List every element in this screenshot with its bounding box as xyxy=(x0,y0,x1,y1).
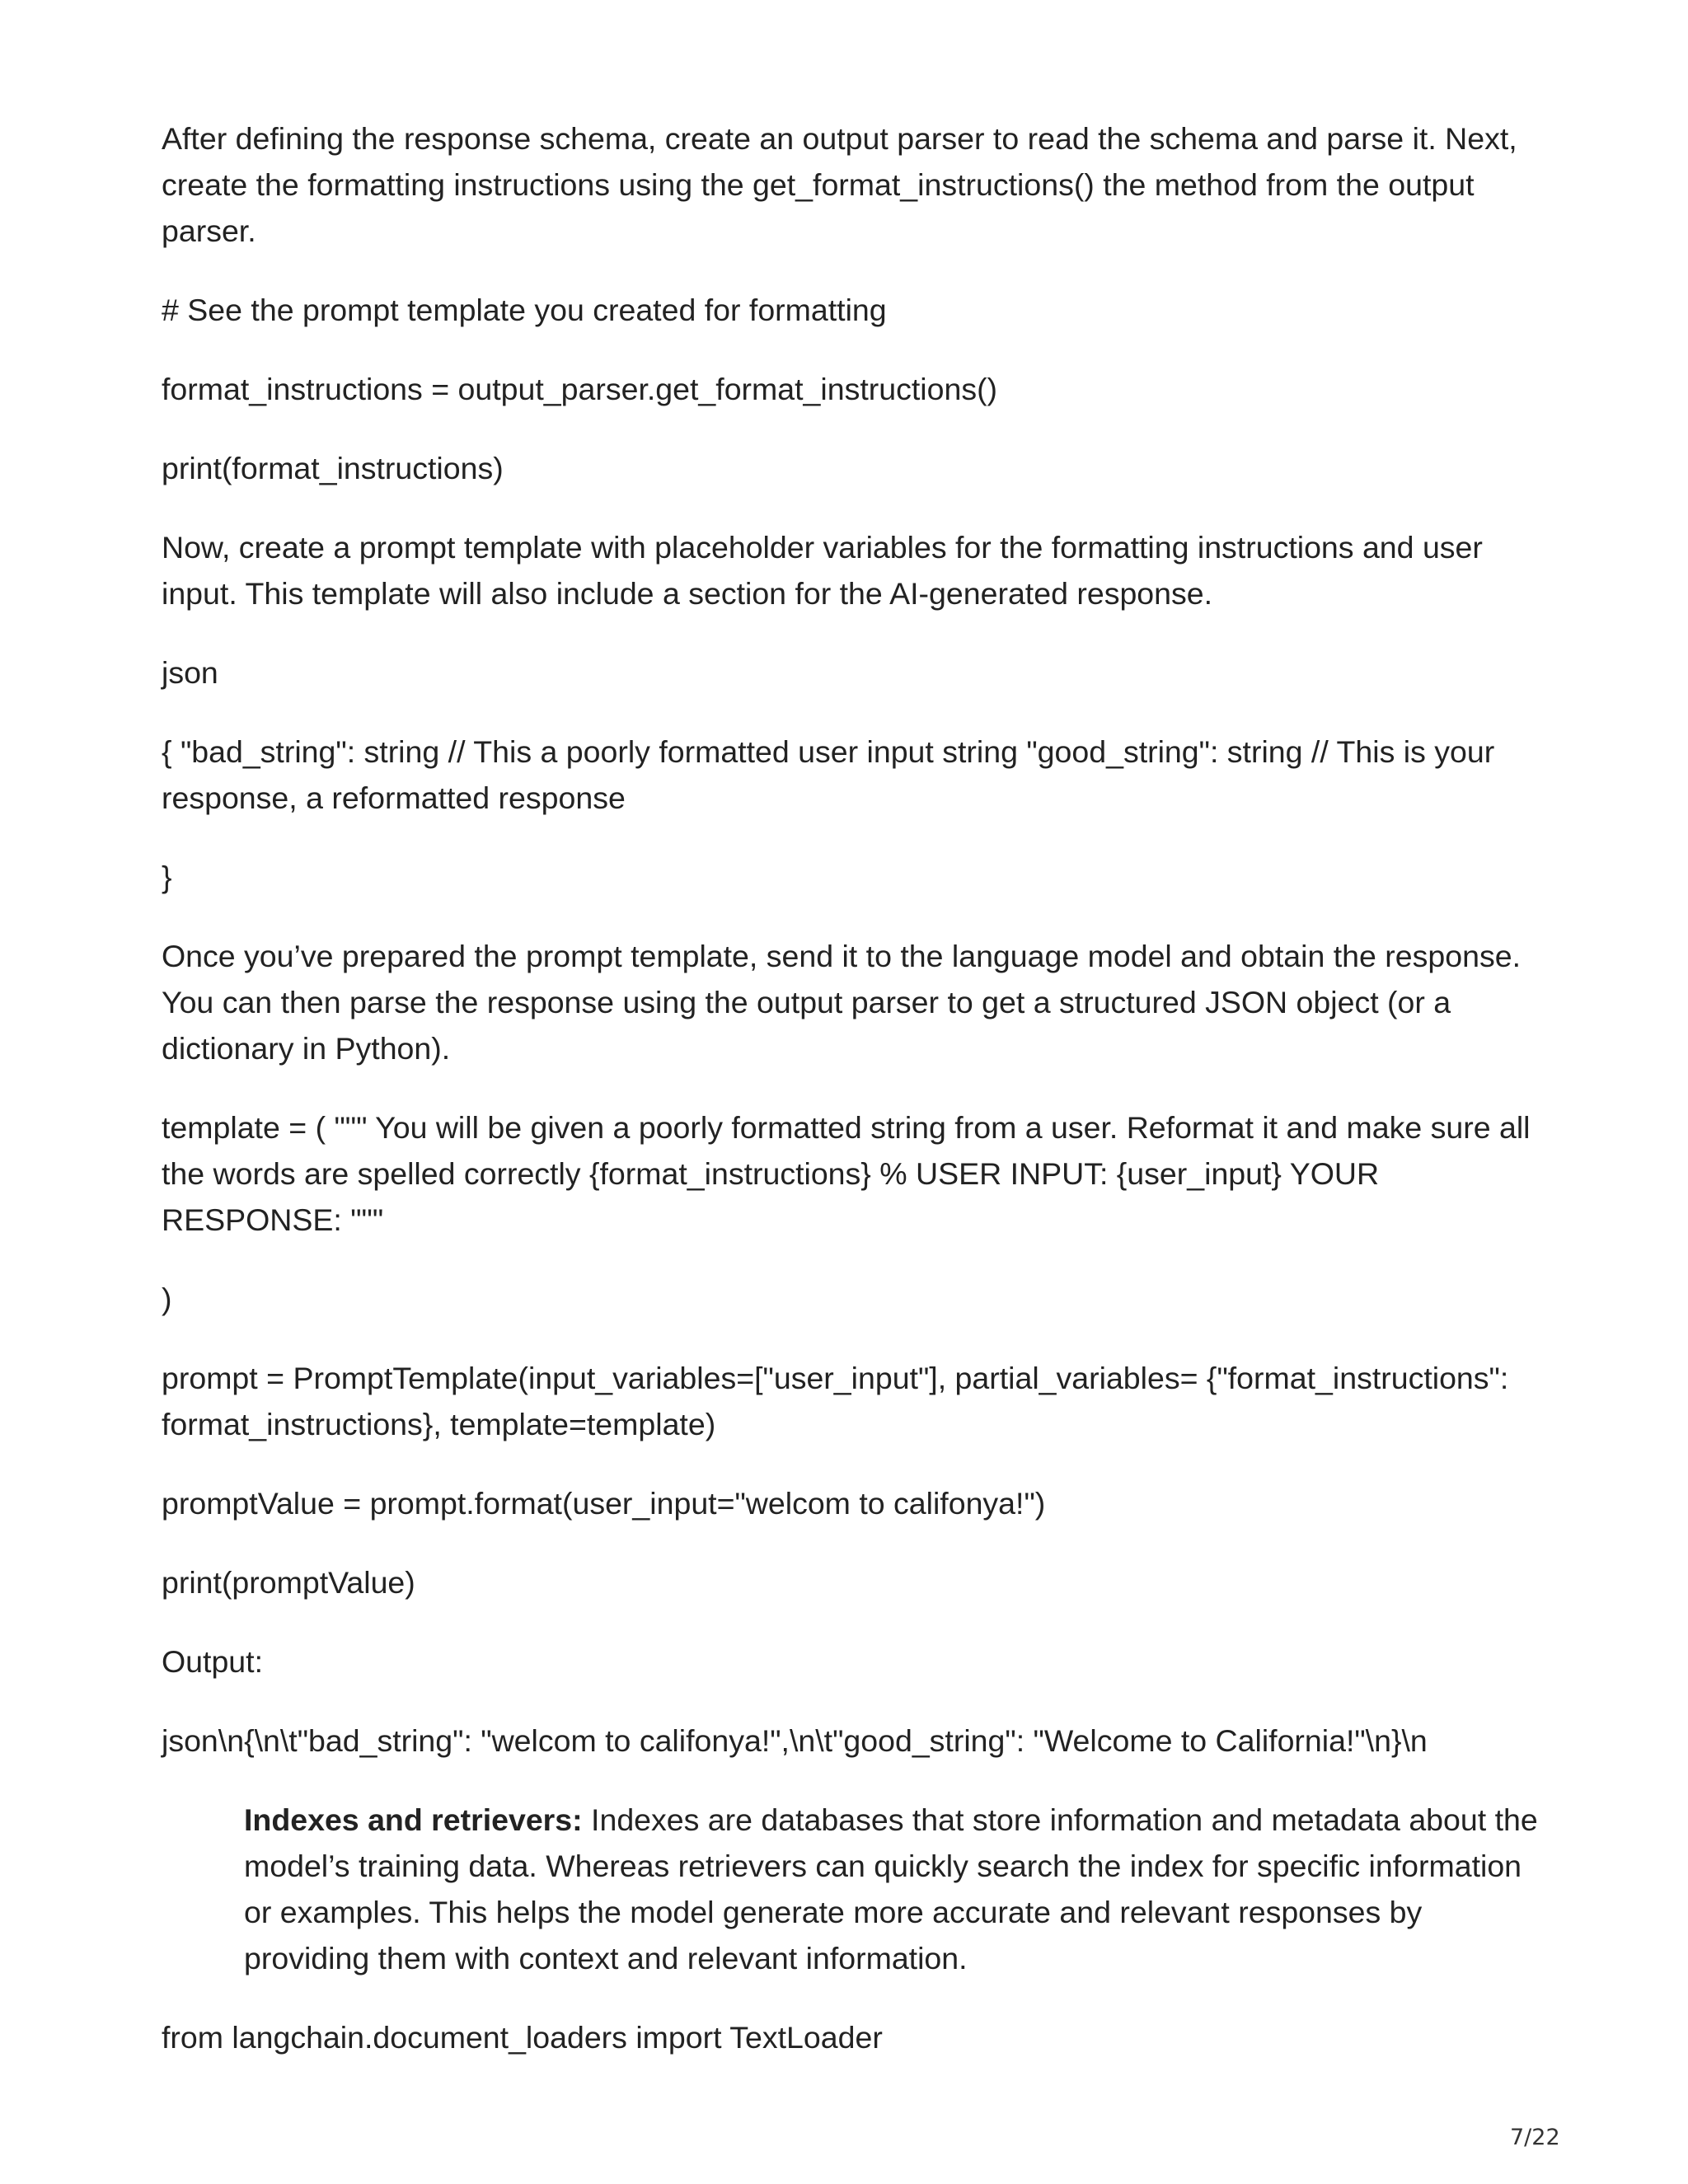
indexes-retrievers-description: Indexes are databases that store information and metadata about the model’s training data. Whereas retrievers can quickly search the index for specific information or examples. This helps the model generate more accurate and relevant responses by providing them with context and relevant information. xyxy=(244,1802,1538,1975)
paragraph-send-to-model: Once you’ve prepared the prompt template, send it to the language model and obtain the response. You can then parse the response using the output parser to get a structured JSON object (or a dictionary in Python). xyxy=(162,939,1521,1066)
code-json-label: json xyxy=(162,655,218,690)
paragraph-output-parser-intro: After defining the response schema, create an output parser to read the schema and parse it. Next, create the formatting instructions using the get_format_instructions() the method from the output parser. xyxy=(162,121,1517,248)
output-label: Output: xyxy=(162,1644,263,1679)
code-comment-line: # See the prompt template you created for formatting xyxy=(162,293,887,327)
code-prompt-template: prompt = PromptTemplate(input_variables=["user_input"], partial_variables= {"format_instructions": format_instructions}, template=template) xyxy=(162,1361,1509,1441)
code-output-json: json\n{\n\t"bad_string": "welcom to califonya!",\n\t"good_string": "Welcome to California!"\n}\n xyxy=(162,1723,1428,1758)
indexes-retrievers-paragraph xyxy=(244,1797,1540,1981)
code-print-format-instructions: print(format_instructions) xyxy=(162,451,504,485)
document-body xyxy=(162,115,1540,2093)
code-json-schema: { "bad_string": string // This a poorly formatted user input string "good_string": string // This is your response, a reformatted response xyxy=(162,734,1495,815)
code-print-prompt-value: print(promptValue) xyxy=(162,1565,415,1600)
code-closing-paren: ) xyxy=(162,1282,172,1316)
code-import-textloader: from langchain.document_loaders import TextLoader xyxy=(162,2020,883,2055)
code-prompt-value: promptValue = prompt.format(user_input="welcom to califonya!") xyxy=(162,1486,1046,1521)
indexes-retrievers-term: Indexes and retrievers: xyxy=(244,1802,583,1837)
code-format-instructions-line: format_instructions = output_parser.get_format_instructions() xyxy=(162,372,998,406)
page-number: 7/22 xyxy=(1510,2125,1560,2150)
code-closing-brace: } xyxy=(162,860,172,894)
paragraph-prompt-template-intro: Now, create a prompt template with placeholder variables for the formatting instructions and user input. This template will also include a section for the AI-generated response. xyxy=(162,530,1483,611)
code-template-definition: template = ( """ You will be given a poorly formatted string from a user. Reformat it and make sure all the words are spelled correctly {format_instructions} % USER INPUT: {user_input} YOUR RESPONSE: """ xyxy=(162,1110,1531,1237)
